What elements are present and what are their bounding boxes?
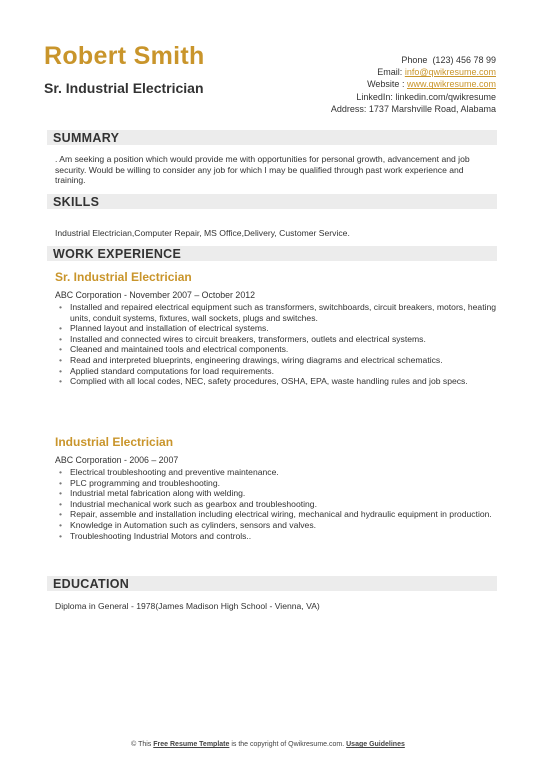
skills-text: Industrial Electrician,Computer Repair, MS Office,Delivery, Customer Service. [55,228,350,238]
phone-value: (123) 456 78 99 [432,55,496,65]
job-bullets [55,302,505,387]
list-item: • Industrial mechanical work such as gearbox and troubleshooting. [55,499,505,510]
list-item: • Applied standard computations for load requirements. [55,366,505,377]
email-link[interactable]: info@qwikresume.com [404,67,496,78]
linkedin-label: LinkedIn: [356,91,393,102]
job-title: Industrial Electrician [55,435,174,449]
address-label: Address: [330,103,367,114]
usage-guidelines-link[interactable]: Usage Guidelines [346,741,405,748]
education-heading: EDUCATION [53,577,130,591]
list-item: • PLC programming and troubleshooting. [55,478,505,489]
candidate-title: Sr. Industrial Electrician [44,80,204,96]
list-item: • Complied with all local codes, NEC, safety procedures, OSHA, EPA, waste handling rules and job specs. [55,376,505,387]
summary-text: . Am seeking a position which would provide me with opportunities for personal growth, advancement and job security. Would be willing to consider any job for which I may be qualified through past work experience and training. [55,154,470,186]
footer-prefix: © This [131,741,152,748]
phone-label: Phone [401,55,428,65]
experience-heading: WORK EXPERIENCE [53,247,182,261]
summary-heading: SUMMARY [53,131,120,145]
job-meta: ABC Corporation - 2006 – 2007 [55,455,179,465]
address-value: 1737 Marshville Road, Alabama [368,103,496,114]
skills-section-header [47,194,497,209]
list-item: • Industrial metal fabrication along with welding. [55,488,505,499]
list-item: • Troubleshooting Industrial Motors and controls.. [55,531,505,542]
education-section-header [47,576,497,591]
phone-row [236,54,496,66]
free-resume-template-link[interactable]: Free Resume Template [153,741,230,748]
list-item: • Cleaned and maintained tools and electrical components. [55,344,505,355]
linkedin-row [236,91,496,103]
skills-heading: SKILLS [53,195,100,209]
footer-middle: is the copyright of Qwikresume.com. [231,741,345,748]
list-item: • Installed and connected wires to circuit breakers, transformers, outlets and electrical systems. [55,334,505,345]
summary-section-header [47,130,497,145]
experience-section-header [47,246,497,261]
list-item: • Installed and repaired electrical equipment such as transformers, switchboards, circuit breakers, motors, heating units, conduit systems, fixtures, wall sockets, plugs and switches. [55,302,505,323]
list-item: • Repair, assemble and installation including electrical wiring, mechanical and hydraulic equipment in production. [55,509,505,520]
linkedin-value: linkedin.com/qwikresume [395,91,496,102]
list-item: • Knowledge in Automation such as cylinders, sensors and valves. [55,520,505,531]
job-title: Sr. Industrial Electrician [55,270,192,284]
job-meta: ABC Corporation - November 2007 – October 2012 [55,290,255,300]
website-row [236,78,496,90]
address-row [236,103,496,115]
email-label: Email: [377,67,403,78]
email-row [236,66,496,78]
contact-block [236,54,496,115]
copyright-footer [0,741,536,748]
education-text: Diploma in General - 1978(James Madison High School - Vienna, VA) [55,601,320,611]
list-item: • Read and interpreted blueprints, engineering drawings, wiring diagrams and electrical schematics. [55,355,505,366]
candidate-name: Robert Smith [44,42,205,70]
list-item: • Electrical troubleshooting and preventive maintenance. [55,467,505,478]
website-link[interactable]: www.qwikresume.com [406,79,496,90]
job-bullets [55,467,505,541]
website-label: Website : [367,79,405,90]
list-item: • Planned layout and installation of electrical systems. [55,323,505,334]
